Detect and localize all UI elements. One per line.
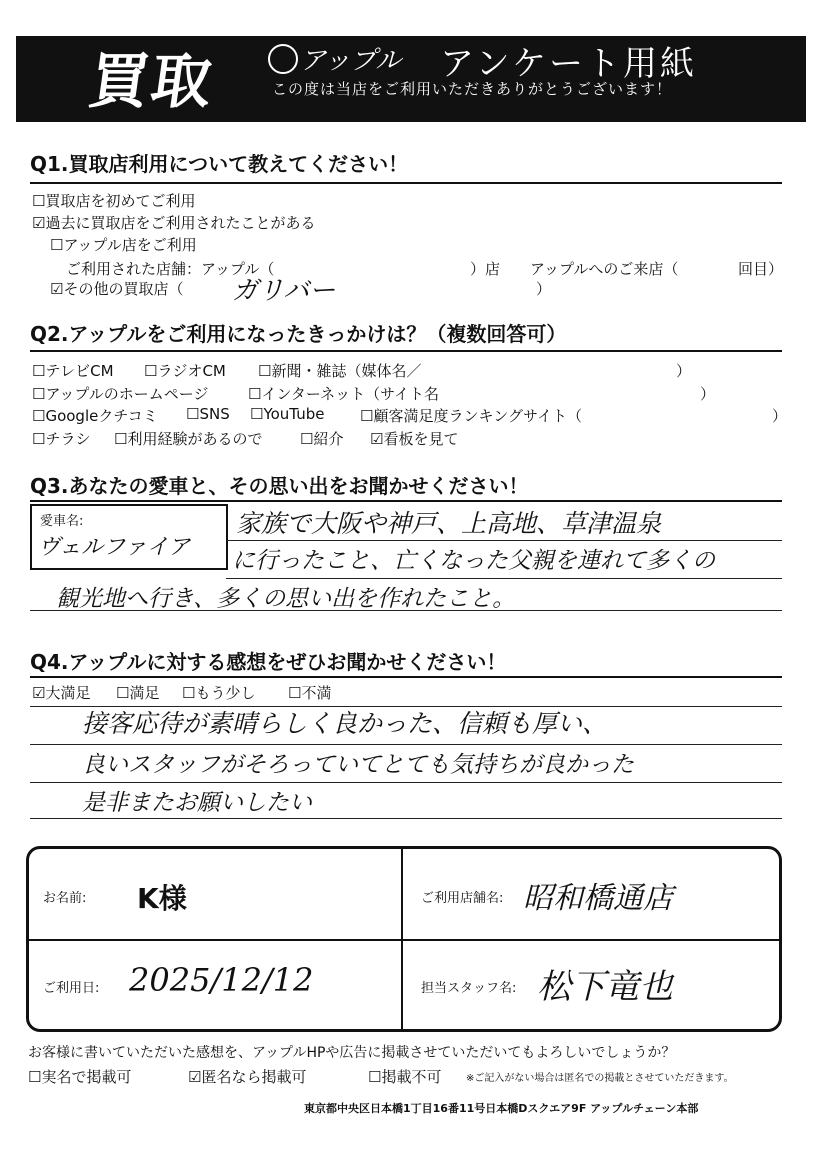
q2-option-radio[interactable]: ☐ラジオCM bbox=[144, 362, 226, 380]
consent-question: お客様に書いていただいた感想を、アップルHPや広告に掲載させていただいてもよろしいでしょうか？ bbox=[28, 1045, 676, 1061]
car-name-answer: ヴェルファイア bbox=[38, 535, 191, 560]
q2-option-experience-label: 利用経験があるので bbox=[127, 430, 263, 448]
q1-count-label: アップルへのご来店（ bbox=[530, 260, 679, 278]
q1-other-close: ） bbox=[536, 280, 552, 298]
q2-option-experience[interactable]: ☐利用経験があるので bbox=[114, 430, 263, 448]
q2-ranking-close: ） bbox=[772, 407, 788, 425]
memory-line-1 bbox=[226, 540, 782, 541]
q2-option-ranking-label: 顧客満足度ランキングサイト（ bbox=[373, 407, 582, 425]
q1-count-suffix: 回目） bbox=[738, 260, 784, 278]
apple-logo-icon bbox=[268, 44, 298, 74]
footer-address: 東京都中央区日本橋1丁目16番11号日本橋Dスクエア9F アップルチェーン本部 bbox=[304, 1102, 699, 1115]
consent-option-anonymous[interactable]: ☑匿名なら掲載可 bbox=[188, 1068, 307, 1086]
q1-option-apple[interactable]: ☐アップル店をご利用 bbox=[50, 236, 197, 254]
q2-option-flyer[interactable]: ☐チラシ bbox=[32, 430, 91, 448]
q1-option-first[interactable]: ☐買取店を初めてご利用 bbox=[32, 192, 196, 210]
car-name-box[interactable] bbox=[30, 504, 228, 570]
q2-option-tv-label: テレビCM bbox=[45, 362, 114, 380]
date-value[interactable]: 2025/12/12 bbox=[129, 961, 314, 999]
q2-option-internet-label: インターネット（サイト名 bbox=[261, 385, 440, 403]
q1-store-suffix: ）店 bbox=[470, 260, 501, 278]
q4-heading: Q4.アップルに対する感想をぜひお聞かせください！ bbox=[30, 650, 507, 674]
memory-text-1: 家族で大阪や神戸、上高地、草津温泉 bbox=[236, 509, 662, 538]
customer-info-box bbox=[26, 846, 782, 1032]
brand-logo: アップル bbox=[300, 46, 402, 76]
comment-text-3: 是非またお願いしたい bbox=[82, 790, 312, 816]
header-banner bbox=[16, 36, 806, 122]
q2-option-internet[interactable]: ☐インターネット（サイト名 bbox=[248, 385, 440, 403]
q2-option-homepage[interactable]: ☐アップルのホームページ bbox=[32, 385, 209, 403]
comment-line-3 bbox=[30, 782, 782, 783]
q1-heading: Q1.買取店利用について教えてください！ bbox=[30, 152, 409, 176]
q2-option-signboard-label: 看板を見て bbox=[383, 430, 459, 448]
memory-line-2 bbox=[226, 578, 782, 579]
q2-news-close: ） bbox=[676, 362, 692, 380]
form-title: アンケート用紙 bbox=[440, 44, 697, 84]
memory-text-3: 観光地へ行き、多くの思い出を作れたこと。 bbox=[56, 586, 516, 612]
q4-rule bbox=[30, 676, 782, 678]
store-label: ご利用店舗名: bbox=[421, 891, 504, 906]
q2-option-sns[interactable]: ☐SNS bbox=[186, 405, 230, 423]
q2-rule bbox=[30, 350, 782, 352]
car-name-label: 愛車名: bbox=[40, 514, 84, 529]
consent-option-no[interactable]: ☐掲載不可 bbox=[368, 1068, 442, 1086]
q2-option-youtube[interactable]: ☐YouTube bbox=[250, 405, 325, 423]
memory-text-2: に行ったこと、亡くなった父親を連れて多くの bbox=[232, 548, 715, 574]
q2-option-news-label: 新聞・雑誌（媒体名／ bbox=[271, 362, 422, 380]
consent-note: ※ご記入がない場合は匿名での掲載とさせていただきます。 bbox=[466, 1073, 734, 1084]
q2-option-tv[interactable]: ☐テレビCM bbox=[32, 362, 114, 380]
comment-line-4 bbox=[30, 818, 782, 819]
q2-option-referral-label: 紹介 bbox=[313, 430, 344, 448]
q1-other-answer: ガリバー bbox=[232, 276, 336, 306]
comment-line-2 bbox=[30, 744, 782, 745]
q4-option-unsatisfied[interactable]: ☐不満 bbox=[288, 684, 332, 702]
q4-option-more-label: もう少し bbox=[195, 684, 256, 702]
comment-text-1: 接客応待が素晴らしく良かった、信頼も厚い、 bbox=[82, 709, 608, 738]
staff-label: 担当スタッフ名: bbox=[421, 981, 517, 996]
q3-heading: Q3.あなたの愛車と、その思い出をお聞かせください！ bbox=[30, 474, 529, 498]
q1-rule bbox=[30, 182, 782, 184]
q2-option-flyer-label: チラシ bbox=[45, 430, 91, 448]
consent-option-anonymous-label: 匿名なら掲載可 bbox=[201, 1068, 307, 1086]
name-value[interactable]: K様 bbox=[137, 882, 187, 915]
q4-option-very[interactable]: ☑大満足 bbox=[32, 684, 91, 702]
q2-option-google[interactable]: ☐Googleクチコミ bbox=[32, 407, 158, 425]
q2-option-signboard[interactable]: ☑看板を見て bbox=[370, 430, 459, 448]
q2-option-news[interactable]: ☐新聞・雑誌（媒体名／ bbox=[258, 362, 422, 380]
consent-option-real[interactable]: ☐実名で掲載可 bbox=[28, 1068, 132, 1086]
q4-option-more[interactable]: ☐もう少し bbox=[182, 684, 256, 702]
q2-option-sns-label: SNS bbox=[199, 405, 230, 423]
date-label: ご利用日: bbox=[43, 981, 100, 996]
q1-option-other-label: その他の買取店（ bbox=[63, 280, 184, 298]
q4-option-satisfied-label: 満足 bbox=[129, 684, 160, 702]
comment-text-2: 良いスタッフがそろっていてとても気持ちが良かった bbox=[82, 752, 634, 778]
q1-option-other[interactable]: ☑その他の買取店（ bbox=[50, 280, 184, 298]
thanks-text: この度は当店をご利用いただきありがとうございます！ bbox=[272, 80, 673, 98]
q1-store-label: ご利用された店舗：アップル（ bbox=[66, 260, 275, 278]
q3-rule bbox=[30, 500, 782, 502]
q4-option-unsatisfied-label: 不満 bbox=[301, 684, 332, 702]
q2-option-youtube-label: YouTube bbox=[263, 405, 325, 423]
q2-option-referral[interactable]: ☐紹介 bbox=[300, 430, 344, 448]
consent-option-no-label: 掲載不可 bbox=[381, 1068, 442, 1086]
q4-option-very-label: 大満足 bbox=[45, 684, 91, 702]
q2-option-ranking[interactable]: ☐顧客満足度ランキングサイト（ bbox=[360, 407, 582, 425]
q1-option-past[interactable]: ☑過去に買取店をご利用されたことがある bbox=[32, 214, 316, 232]
q1-option-past-label: 過去に買取店をご利用されたことがある bbox=[45, 214, 316, 232]
q2-internet-close: ） bbox=[700, 385, 716, 403]
q2-option-radio-label: ラジオCM bbox=[157, 362, 226, 380]
name-label: お名前: bbox=[43, 891, 87, 906]
q2-option-homepage-label: アップルのホームページ bbox=[45, 385, 209, 403]
kaitori-title: 買取 bbox=[84, 47, 219, 117]
staff-value[interactable]: 松下竜也 bbox=[537, 967, 673, 1007]
info-divider-horizontal bbox=[29, 939, 779, 941]
q1-option-first-label: 買取店を初めてご利用 bbox=[45, 192, 196, 210]
store-value[interactable]: 昭和橋通店 bbox=[523, 881, 673, 916]
q2-heading: Q2.アップルをご利用になったきっかけは？（複数回答可） bbox=[30, 322, 567, 346]
consent-option-real-label: 実名で掲載可 bbox=[41, 1068, 132, 1086]
q4-option-satisfied[interactable]: ☐満足 bbox=[116, 684, 160, 702]
q2-option-google-label: Googleクチコミ bbox=[45, 407, 158, 425]
q1-option-apple-label: アップル店をご利用 bbox=[63, 236, 197, 254]
